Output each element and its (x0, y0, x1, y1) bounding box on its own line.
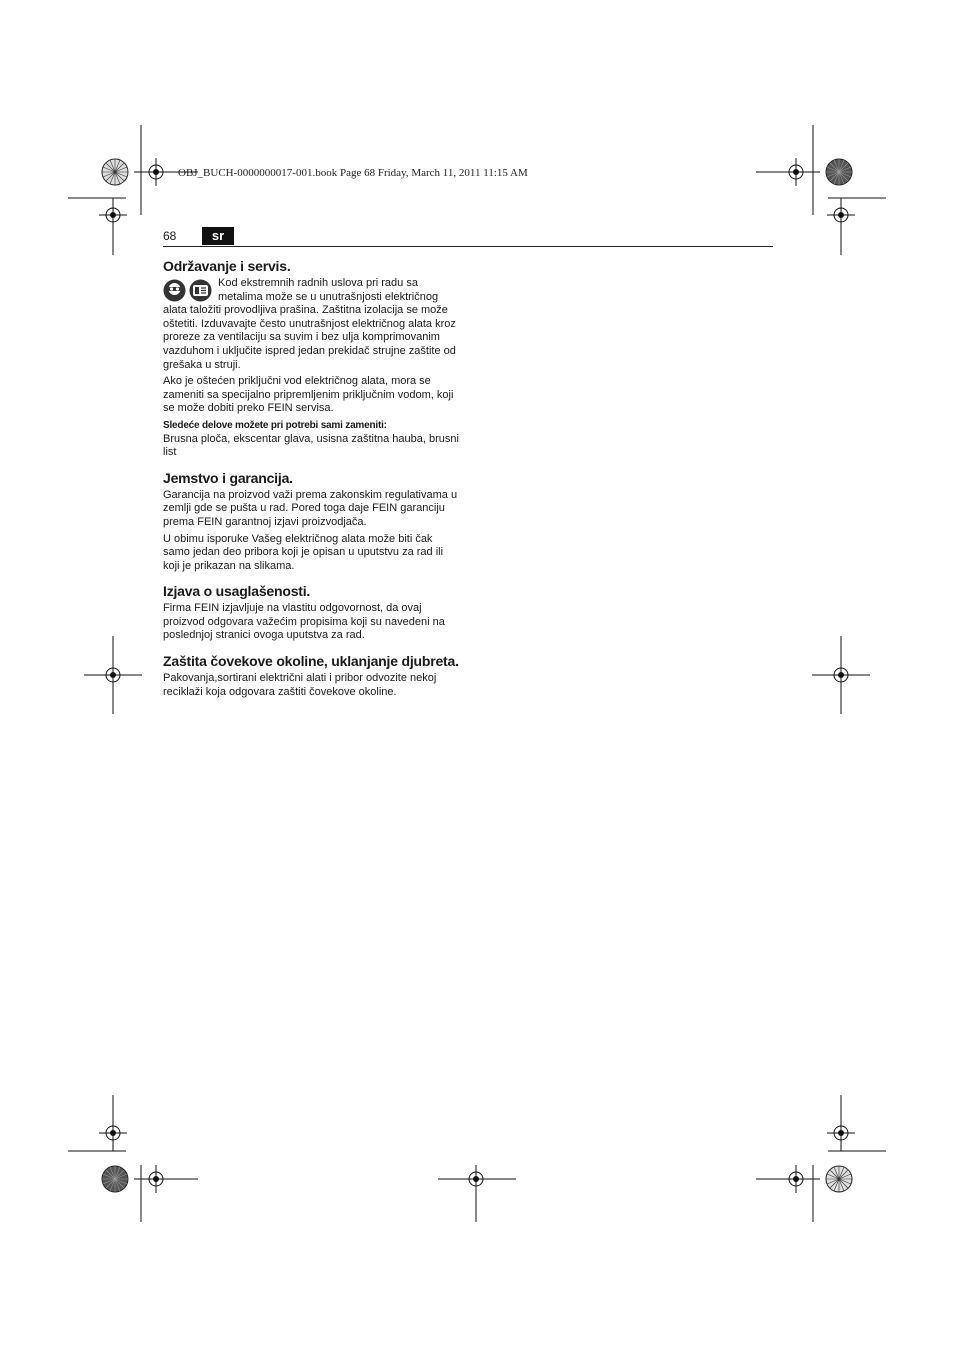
paragraph: Ako je oštećen priključni vod električnog alata, mora se zameniti sa specijalno pripremljenim priključnim vodom, koji se može dobiti preko FEIN servisa. (163, 375, 454, 415)
note-text: Brusna ploča, ekscentar glava, usisna zaštitna hauba, brusni list (163, 432, 459, 459)
paragraph: Kod ekstremnih radnih uslova pri radu sa metalima može se u unutrašnjosti električnog alata taložiti provodljiva prašina. Zaštitna izolacija se može oštetiti. Izduvavajte često unutrašnjost električnog alata kroz proreze za ventilaciju sa suvim i bez ulja komprimovanim vazduhom i uključite ispred jedan prekidač strujne zaštite od grešaka u struji. (163, 277, 456, 371)
safety-icons (163, 279, 212, 302)
page-number: 68 (163, 229, 177, 243)
section-conformity (163, 583, 459, 643)
section-maintenance (163, 258, 459, 460)
section-heading: Zaštita čovekove okoline, uklanjanje djubreta. (163, 653, 459, 670)
section-heading: Izjava o usaglašenosti. (163, 583, 311, 600)
section-heading: Održavanje i servis. (163, 258, 291, 274)
header-rule (163, 246, 773, 247)
safety-goggles-icon (163, 279, 186, 302)
section-environment (163, 653, 459, 699)
paragraph: Pakovanja,sortirani električni alati i pribor odvozite nekoj reciklaži koja odgovara zaštiti čovekove okoline. (163, 672, 437, 698)
paragraph: U obimu isporuke Vašeg električnog alata može biti čak samo jedan deo pribora koji je opisan u uputstvu za rad ili koji je prikazan na slikama. (163, 532, 444, 572)
book-info: OBJ_BUCH-0000000017-001.book Page 68 Friday, March 11, 2011 11:15 AM (178, 167, 528, 179)
language-badge: sr (202, 227, 234, 245)
paragraph: Firma FEIN izjavljuje na vlastitu odgovornost, da ovaj proizvod odgovara važećim propisima koji su navedeni na poslednjoj stranici ovoga uputstva za rad. (163, 602, 445, 642)
section-warranty (163, 470, 459, 574)
section-heading: Jemstvo i garancija. (163, 469, 293, 486)
note-heading: Sledeće delove možete pri potrebi sami zameniti: (163, 419, 387, 431)
paragraph: Garancija na proizvod važi prema zakonskim regulativama u zemlji gde se pušta u rad. Pored toga daje FEIN garanciju prema FEIN garantnoj izjavi proizvodjača. (163, 488, 458, 528)
ear-protection-icon (189, 279, 212, 302)
main-content (163, 258, 459, 709)
